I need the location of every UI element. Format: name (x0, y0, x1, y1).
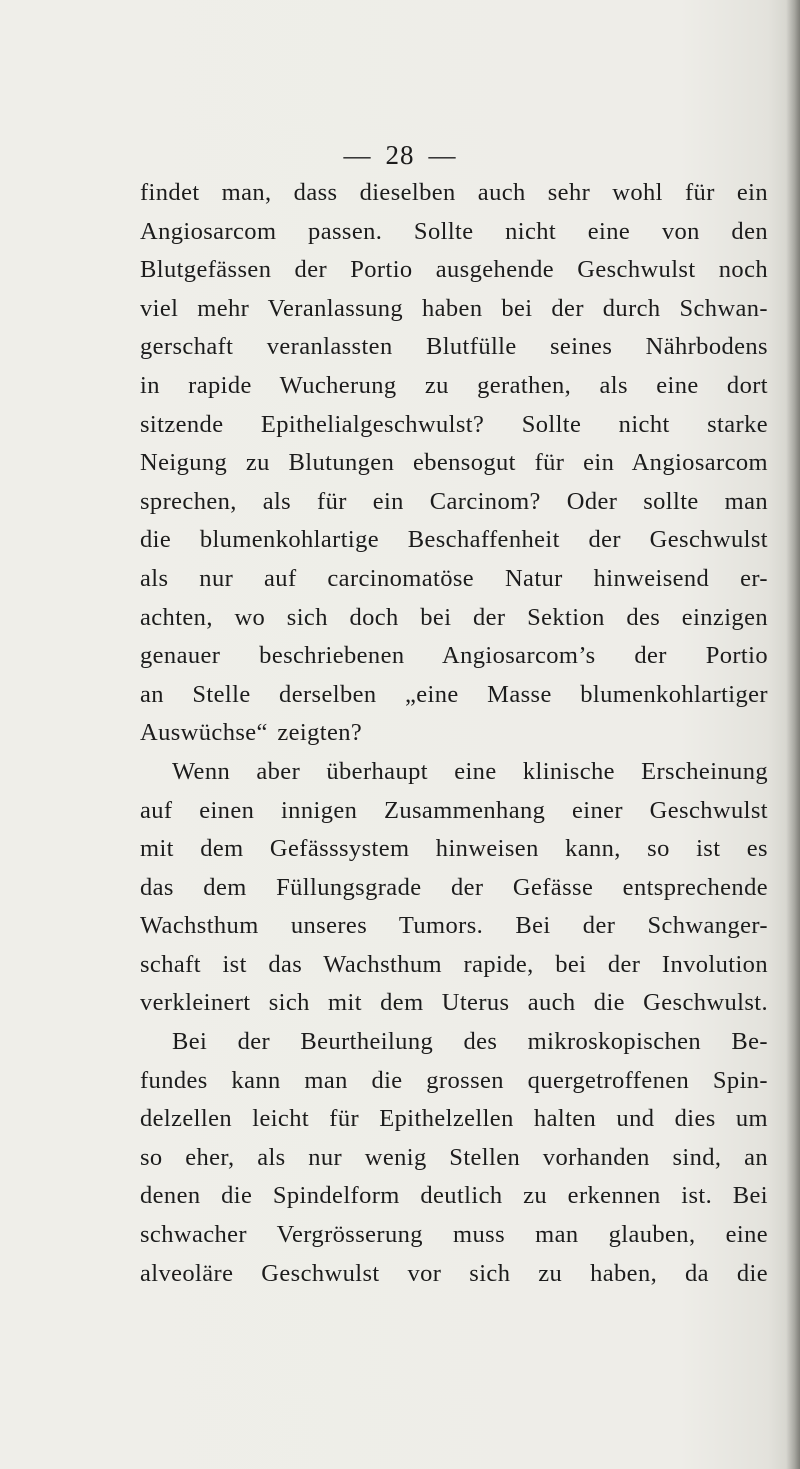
text-line: gerschaft veranlassten Blutfülle seines Nährbodens (140, 333, 768, 361)
text-line: die blumenkohlartige Beschaffenheit der Geschwulst (140, 526, 768, 554)
page-number: 28 (385, 140, 415, 170)
text-line: Wachsthum unseres Tumors. Bei der Schwanger- (140, 912, 768, 940)
text-line: alveoläre Geschwulst vor sich zu haben, da die (140, 1259, 768, 1287)
page-header (0, 140, 800, 171)
page-edge-shadow (786, 0, 800, 1469)
header-dash-left: — (343, 140, 372, 170)
text-line: Blutgefässen der Portio ausgehende Geschwulst noch (140, 256, 768, 284)
text-line: achten, wo sich doch bei der Sektion des einzigen (140, 603, 768, 631)
text-line: sitzende Epithelialgeschwulst? Sollte nicht starke (140, 410, 768, 438)
header-dash-right: — (428, 140, 457, 170)
text-line: schwacher Vergrösserung muss man glauben, eine (140, 1221, 768, 1249)
text-line: schaft ist das Wachsthum rapide, bei der Involution (140, 950, 768, 978)
text-line: so eher, als nur wenig Stellen vorhanden sind, an (140, 1143, 768, 1171)
text-line: genauer beschriebenen Angiosarcom’s der Portio (140, 642, 768, 670)
text-line: an Stelle derselben „eine Masse blumenkohlartiger (140, 680, 768, 708)
text-line: fundes kann man die grossen quergetroffenen Spin- (140, 1066, 768, 1094)
text-line: in rapide Wucherung zu gerathen, als eine dort (140, 371, 768, 399)
text-line: Neigung zu Blutungen ebensogut für ein Angiosarcom (140, 449, 768, 477)
text-line: mit dem Gefässsystem hinweisen kann, so ist es (140, 835, 768, 863)
paragraph-1 (140, 174, 768, 753)
text-line: Auswüchse“ zeigten? (140, 719, 363, 747)
text-line: viel mehr Veranlassung haben bei der durch Schwan- (140, 294, 768, 322)
text-line: delzellen leicht für Epithelzellen halten und dies um (140, 1105, 768, 1133)
text-line: auf einen innigen Zusammenhang einer Geschwulst (140, 796, 768, 824)
text-line: denen die Spindelform deutlich zu erkennen ist. Bei (140, 1182, 768, 1210)
text-line: Wenn aber überhaupt eine klinische Erscheinung (172, 757, 768, 785)
text-line: das dem Füllungsgrade der Gefässe entsprechende (140, 873, 768, 901)
text-line: verkleinert sich mit dem Uterus auch die Geschwulst. (140, 989, 768, 1017)
paragraph-2 (140, 753, 768, 1023)
body-text (140, 174, 768, 1293)
text-line: findet man, dass dieselben auch sehr wohl für ein (140, 179, 768, 206)
paragraph-3 (140, 1023, 768, 1293)
text-line: sprechen, als für ein Carcinom? Oder sollte man (140, 487, 768, 515)
text-line: Bei der Beurtheilung des mikroskopischen Be- (172, 1028, 768, 1056)
text-line: Angiosarcom passen. Sollte nicht eine von den (140, 217, 768, 245)
text-line: als nur auf carcinomatöse Natur hinweisend er- (140, 564, 768, 592)
